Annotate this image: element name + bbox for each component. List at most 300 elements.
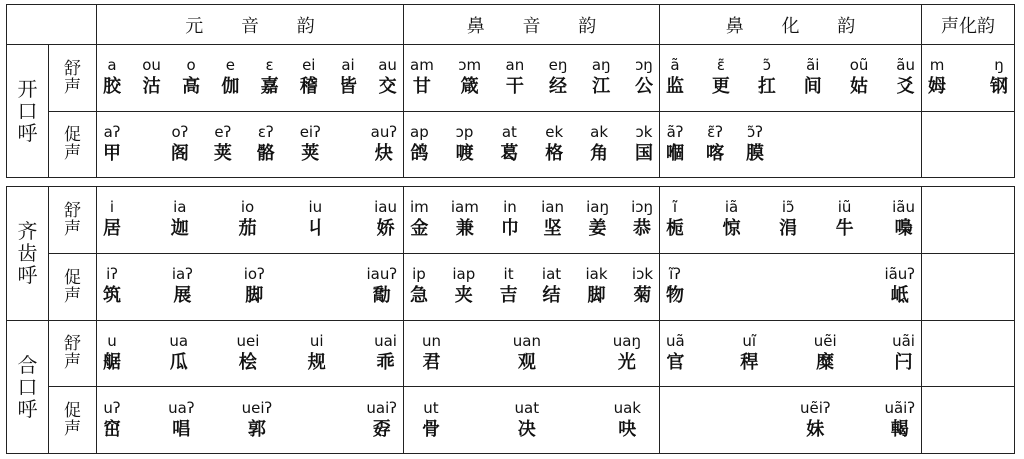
syllable-character: 急 [410,285,428,307]
tone-label-text [49,202,96,238]
syllable-character: 干 [505,76,524,98]
syllable-romanization: ɛ̃ʔ [707,122,723,141]
row-he-cu [7,387,1015,454]
syllable-romanization: iɔk [631,265,653,284]
syllable [631,198,653,241]
syllable-list [103,265,397,308]
tone-label-shu [49,187,97,254]
syllable [261,56,279,99]
syllable-romanization: m [929,56,945,75]
syllable [451,198,479,241]
syllable-character: 高 [182,76,201,98]
syllable-character: 輵 [890,418,909,440]
cell-qi-cu-syllabic [922,253,1015,320]
cell-he-shu-nasal [404,320,660,387]
syllable-romanization: uĩ [742,331,757,350]
syllable-list [800,399,915,442]
syllable [892,332,915,375]
syllable [221,56,239,99]
syllable [666,198,684,241]
syllable-romanization: iã [724,198,739,217]
syllable-character: 甲 [103,142,121,164]
syllable-list [666,123,915,166]
row-qi-shu [7,187,1015,254]
header-nasalized-rhyme: 鼻 化 韵 [660,5,922,45]
rhyme-table-qichi-hekou [6,186,1015,454]
syllable [515,399,540,442]
syllable-romanization: iu [308,198,323,217]
syllable-character: 瓜 [169,351,188,373]
syllable-romanization: ɔŋ [635,56,653,75]
syllable-character: 稽 [299,76,318,98]
syllable [410,265,428,308]
syllable-romanization: ãu [896,56,915,75]
syllable-character: 骨 [422,418,440,440]
syllable [410,123,429,166]
group-label-qichi [7,187,49,321]
syllable [590,123,608,166]
syllable-romanization: eiʔ [299,122,321,141]
syllable-romanization: uak [613,398,641,417]
syllable-romanization: iap [452,265,476,284]
syllable-romanization: ŋ [994,56,1004,75]
group-label-text [7,354,48,420]
syllable-romanization: a [107,56,117,75]
syllable [592,56,611,99]
syllable [422,332,441,375]
syllable-romanization: iaʔ [171,265,193,284]
group-label-text [7,220,48,286]
cell-kai-shu-nasalized [660,45,922,112]
syllable [884,399,915,442]
syllable [142,56,161,99]
syllable-romanization: uaiʔ [366,398,397,417]
syllable-character: 丩 [306,218,325,240]
syllable-romanization: ã [670,56,680,75]
syllable-character: 牛 [835,218,854,240]
syllable [740,332,758,375]
syllable-list [928,56,1008,99]
syllable [635,56,653,99]
header-vowel-rhyme: 元 音 韵 [97,5,404,45]
syllable-list [103,198,397,241]
syllable-character: 巾 [500,218,519,240]
syllable [103,332,121,375]
label-char: 声 [64,285,81,306]
syllable-character: 郭 [247,418,266,440]
syllable-romanization: at [501,122,517,141]
cell-he-shu-vowel [97,320,404,387]
syllable-romanization: it [503,265,514,284]
syllable [374,198,397,241]
syllable-character: 骼 [256,142,275,164]
cell-kai-cu-vowel [97,111,404,178]
syllable-romanization: iauʔ [366,265,397,284]
syllable-character: 窋 [103,418,121,440]
syllable-character: 栀 [666,218,684,240]
syllable-romanization: io [240,198,255,217]
syllable-list [666,265,915,308]
tone-label-cu [49,387,97,454]
syllable-romanization: ɛ̃ [716,56,725,75]
syllable-character: 恭 [633,218,652,240]
syllable-character: 姑 [850,76,869,98]
syllable [374,332,397,375]
syllable-character: 菊 [633,285,652,307]
syllable-character: 嘄 [894,218,913,240]
syllable-romanization: ai [341,56,355,75]
syllable [456,123,474,166]
syllable-romanization: uat [514,398,540,417]
syllable-character: 嗰 [666,142,684,164]
syllable-romanization: ia [173,198,187,217]
syllable-list [422,332,641,375]
syllable-character: 涓 [779,218,798,240]
syllable-romanization: an [505,56,525,75]
syllable-romanization: e [225,56,235,75]
syllable-character: 闩 [894,351,913,373]
syllable-character: 桧 [238,351,257,373]
syllable [366,399,397,442]
syllable-romanization: ɔm [458,56,482,75]
syllable-character: 规 [307,351,326,373]
syllable-list [410,265,653,308]
label-char: 声 [64,218,81,239]
syllable [168,399,194,442]
syllable [458,56,481,99]
label-char: 促 [64,401,81,422]
syllable-romanization: uaŋ [612,331,641,350]
row-kai-shu [7,45,1015,112]
label-char: 呼 [17,263,38,288]
group-label-text [7,78,48,144]
syllable [501,198,519,241]
syllable-character: 稈 [740,351,759,373]
syllable-character: 惊 [722,218,741,240]
syllable-romanization: uãiʔ [884,398,915,417]
label-char: 声 [64,143,81,164]
syllable [371,123,397,166]
cell-kai-shu-vowel [97,45,404,112]
syllable-romanization: uai [374,331,397,350]
syllable [103,56,121,99]
syllable-character: 妹 [806,418,825,440]
syllable [814,332,837,375]
syllable-character: 茄 [238,218,257,240]
rhyme-table-kaikou [6,4,1015,178]
syllable-character: 角 [590,142,609,164]
syllable-character: 国 [634,142,653,164]
syllable-character: 岻 [890,285,909,307]
cell-he-cu-syllabic [922,387,1015,454]
syllable-character: 葛 [500,142,519,164]
tone-label-text [49,60,96,96]
syllable-list [103,123,397,166]
label-char: 促 [64,125,81,146]
label-char: 呼 [17,121,38,145]
syllable-character: 公 [634,76,653,98]
syllable-character: 经 [549,76,568,98]
cell-he-shu-nasalized [660,320,922,387]
syllable-character: 伽 [221,76,240,98]
syllable [666,332,685,375]
syllable-character: 迦 [170,218,189,240]
syllable-character: 扛 [757,76,776,98]
syllable-romanization: ian [541,198,564,217]
syllable-character: 脚 [245,285,264,307]
cell-qi-cu-nasal [404,253,660,320]
syllable-romanization: uaʔ [168,398,195,417]
syllable-character: 居 [103,218,121,240]
syllable-romanization: ɔ̃ [762,56,771,75]
syllable-romanization: iam [450,198,479,217]
syllable-character: 乖 [376,351,395,373]
syllable-romanization: oũ [849,56,869,75]
syllable [300,56,318,99]
syllable-character: 展 [173,285,192,307]
syllable-romanization: ap [410,122,429,141]
syllable-romanization: ioʔ [243,265,265,284]
syllable [892,198,915,241]
cell-qi-shu-nasalized [660,187,922,254]
syllable-character: 荚 [213,142,232,164]
syllable [549,56,568,99]
label-char: 舒 [64,58,81,79]
syllable-romanization: ãi [806,56,820,75]
syllable [103,198,121,241]
label-char: 舒 [64,334,81,355]
syllable-romanization: uã [666,331,685,350]
syllable-list [410,123,653,166]
syllable [884,265,915,308]
syllable-list [422,399,641,442]
group-label-hekou [7,320,49,454]
syllable [545,123,563,166]
tone-label-text [49,269,96,305]
syllable-character: 监 [666,76,684,98]
syllable-character: 喀 [706,142,724,164]
syllable [614,399,641,442]
syllable-romanization: ip [412,265,426,284]
syllable-character: 唱 [172,418,191,440]
cell-qi-cu-vowel [97,253,404,320]
cell-he-cu-vowel [97,387,404,454]
syllable [366,265,397,308]
syllable-character: 勪 [372,285,391,307]
syllable [635,123,653,166]
syllable-character: 炔 [374,142,393,164]
cell-qi-shu-vowel [97,187,404,254]
cell-kai-cu-syllabic [922,111,1015,178]
tone-label-text [49,126,96,162]
syllable [758,56,776,99]
syllable-romanization: ĩ [672,198,678,217]
syllable-romanization: iãu [892,198,915,217]
syllable [171,198,189,241]
row-kai-cu [7,111,1015,178]
syllable-romanization: un [422,331,442,350]
syllable [182,56,200,99]
syllable-romanization: eŋ [548,56,568,75]
syllable-character: 钢 [990,76,1008,98]
syllable [723,198,741,241]
syllable-character: 交 [378,76,397,98]
syllable [706,123,724,166]
syllable-character: 荚 [301,142,320,164]
syllable-romanization: ei [302,56,316,75]
syllable [586,198,609,241]
syllable-romanization: iɔŋ [631,198,653,217]
syllable-character: 甘 [412,76,431,98]
cell-he-cu-nasalized [660,387,922,454]
cell-he-shu-syllabic [922,320,1015,387]
syllable-list [410,56,653,99]
syllable-character: 筑 [103,285,121,307]
syllable [506,56,525,99]
syllable-romanization: uẽi [813,331,837,350]
syllable-character: 阁 [170,142,189,164]
syllable-romanization: ueiʔ [241,398,273,417]
label-char: 舒 [64,200,81,221]
syllable [452,265,475,308]
syllable [339,56,357,99]
syllable-romanization: ãʔ [666,122,684,141]
syllable-romanization: in [503,198,517,217]
syllable [779,198,797,241]
cell-kai-shu-syllabic [922,45,1015,112]
syllable [542,265,561,308]
syllable-romanization: aŋ [591,56,611,75]
row-he-shu [7,320,1015,387]
syllable [103,399,121,442]
syllable-character: 孬 [372,418,391,440]
cell-he-cu-nasal [404,387,660,454]
syllable-romanization: eʔ [214,122,232,141]
syllable [103,123,121,166]
syllable-list [666,332,915,375]
syllable [613,332,641,375]
syllable-character: 夹 [454,285,473,307]
syllable [928,56,946,99]
syllable [666,56,684,99]
syllable-romanization: uʔ [103,398,121,417]
tone-label-shu [49,320,97,387]
syllable [103,265,121,308]
syllable [239,198,257,241]
tone-label-cu [49,253,97,320]
syllable [214,123,232,166]
header-syllabic-rhyme: 声化韵 [922,5,1015,45]
syllable-character: 格 [545,142,564,164]
label-char: 开 [17,77,38,101]
syllable-romanization: ak [590,122,609,141]
label-char: 声 [64,76,81,97]
syllable-character: 决 [517,418,536,440]
tone-label-shu [49,45,97,112]
syllable [541,198,564,241]
syllable [500,265,518,308]
syllable-romanization: ɔp [455,122,474,141]
syllable-romanization: au [378,56,397,75]
syllable-romanization: ĩʔ [669,265,681,284]
syllable [257,123,275,166]
syllable [169,332,188,375]
syllable-romanization: auʔ [370,122,397,141]
label-char: 声 [64,419,81,440]
syllable-character: 糜 [816,351,835,373]
label-char: 口 [17,99,38,123]
syllable-character: 膜 [746,142,764,164]
tone-label-text [49,402,96,438]
syllable-romanization: iʔ [106,265,118,284]
syllable-character: 箴 [460,76,479,98]
tone-label-text [49,335,96,371]
cell-qi-shu-nasal [404,187,660,254]
syllable-character: 嘉 [260,76,279,98]
syllable [586,265,608,308]
syllable-character: 观 [517,351,536,373]
header-nasal-rhyme: 鼻 音 韵 [404,5,660,45]
label-char: 齿 [17,241,38,266]
syllable-character: 金 [410,218,429,240]
syllable [746,123,764,166]
syllable-character: 姆 [928,76,946,98]
syllable-romanization: im [410,198,429,217]
syllable [804,56,822,99]
syllable-romanization: ɔ̃ʔ [747,122,763,141]
syllable-character: 物 [666,285,684,307]
syllable [850,56,869,99]
syllable [513,332,541,375]
syllable-character: 艍 [103,351,121,373]
syllable-romanization: ui [309,331,324,350]
syllable-character: 脚 [587,285,606,307]
syllable-romanization: uei [236,331,260,350]
syllable-character: 更 [711,76,730,98]
syllable-romanization: uan [512,331,541,350]
syllable-character: 沽 [142,76,161,98]
syllable [244,265,265,308]
syllable-romanization: iɔ̃ [781,198,795,217]
syllable [378,56,397,99]
syllable-list [103,399,397,442]
syllable-romanization: uẽiʔ [800,398,831,417]
tone-label-cu [49,111,97,178]
syllable-romanization: am [410,56,434,75]
syllable-romanization: ɔk [635,122,653,141]
syllable-romanization: iat [541,265,562,284]
cell-qi-cu-nasalized [660,253,922,320]
syllable [896,56,915,99]
label-char: 促 [64,267,81,288]
syllable-romanization: ut [423,398,439,417]
syllable-character: 结 [542,285,561,307]
syllable-character: 坚 [543,218,562,240]
syllable [836,198,854,241]
syllable-character: 皆 [339,76,357,98]
syllable-romanization: iak [585,265,608,284]
syllable-romanization: ɛ [265,56,274,75]
syllable-romanization: ou [142,56,161,75]
label-char: 合 [17,352,38,377]
syllable [306,198,324,241]
row-qi-cu [7,253,1015,320]
group-label-kaikou [7,45,49,178]
syllable-character: 间 [803,76,822,98]
syllable-romanization: iũ [837,198,852,217]
syllable-character: 君 [422,351,441,373]
syllable [172,265,193,308]
